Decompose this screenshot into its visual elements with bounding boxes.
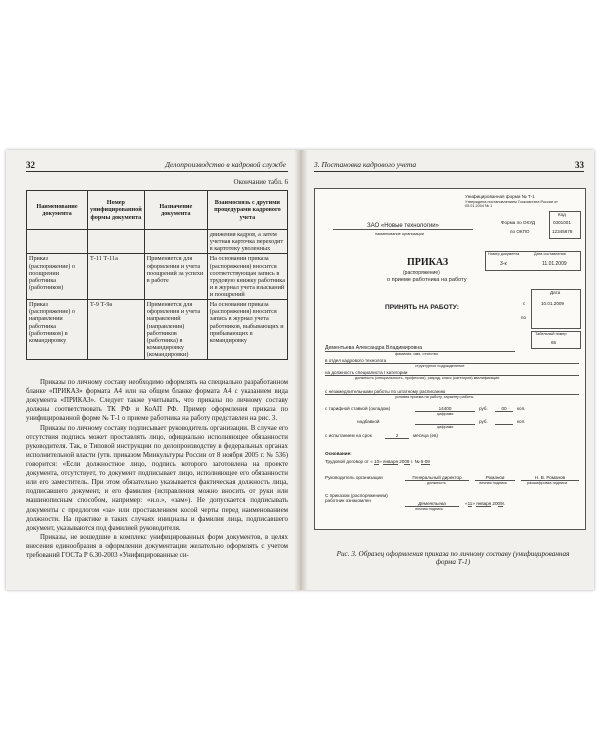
table-row: [27, 300, 288, 360]
bonus-label: надбавкой: [357, 419, 380, 424]
contract-line: Трудовой договор от « 10» января 2009 г. № 6-09: [325, 459, 430, 464]
header-rule: [26, 171, 288, 172]
paragraph: Приказы, не вошедшие в комплекс унифицированных форм документов, в целях внесения единообразия в оформлении документации желательно оформлять с учетом требований ГОСТа Р 6.30-2003 «Унифицированные си-: [26, 533, 288, 560]
right-page-number: 33: [575, 160, 584, 170]
employee-caption: фамилия, имя, отчество: [395, 352, 438, 356]
head-position-caption: должность: [427, 481, 446, 485]
dates-box: [531, 289, 581, 329]
table-cell: Т-9 Т-9а: [88, 300, 145, 360]
left-page-number: 32: [26, 160, 35, 170]
book-gutter: [294, 150, 308, 590]
table-cell: На основании приказа (распоряжения) вносится соответствующая запись в трудовую книжку работника и в журнал учета взысканий и поощрений: [207, 254, 287, 300]
table-cell: На основании приказа (распоряжения) вносится запись в журнал учета работников, выбывающих и прибывающих в командировку: [207, 300, 287, 360]
document-date: 11.01.2009: [542, 261, 567, 267]
column-header: Назначение документа: [144, 191, 207, 230]
probation-value: 2: [385, 433, 409, 439]
to-label: по: [521, 315, 527, 320]
table-cell: движения кадров, а затем учетная карточка переходит в картотеку уволенных: [207, 230, 287, 254]
worker-signature: Дементьева: [405, 501, 459, 507]
right-running-head: 3. Постановка кадрового учета: [314, 160, 417, 169]
department-caption: структурное подразделение: [415, 364, 465, 368]
document-number-label: Номер документа: [488, 252, 520, 256]
head-signature: Романов: [475, 475, 515, 481]
from-label: с: [523, 301, 526, 306]
tab-number: 65: [551, 340, 557, 345]
contract-year: 09: [404, 459, 410, 464]
salary-caption: цифрами: [437, 412, 454, 416]
head-label: Руководитель организации: [325, 475, 383, 480]
left-running-head: Делопроизводство в кадровой службе: [165, 160, 286, 169]
salary-label: с тарифной ставкой (окладом): [325, 406, 391, 411]
book-spread: [6, 150, 594, 590]
rub-label: руб.: [479, 406, 488, 411]
form-reference: Унифицированная форма № Т-1: [465, 194, 535, 199]
kop-label: коп.: [517, 406, 526, 411]
table-cell: Применяется для оформления и учета поощрений за успехи в работе: [144, 254, 207, 300]
document-date-label: Дата составления: [534, 252, 566, 256]
hire-heading: ПРИНЯТЬ НА РАБОТУ:: [385, 304, 459, 311]
head-position: Генеральный директор: [405, 475, 469, 481]
form-reference-note: Утверждена постановлением Госкомстата России от 05.01.2004 № 1: [465, 200, 558, 208]
salary-kop: 00: [495, 406, 513, 412]
probation-unit: месяца (ев): [413, 433, 439, 438]
figure-caption: Рис. 3. Образец оформления приказа по личному составу (унифицированная форма Т-1): [336, 550, 570, 566]
contract-year-prefix: 20: [399, 459, 405, 464]
contract-number: 6-09: [420, 459, 430, 464]
contract-day: 10: [374, 459, 380, 464]
table-cell: [27, 230, 88, 254]
column-header: Взаимосвязь с другими процедурами кадрового учета: [207, 191, 287, 230]
table-cell: Т-11 Т-11а: [88, 254, 145, 300]
head-name: Н. В. Романов: [521, 475, 579, 481]
contract-month: января: [383, 459, 398, 464]
table-continuation: Окончание табл. 6: [233, 178, 288, 186]
organization-caption: наименование организации: [375, 232, 424, 236]
table-cell: [144, 230, 207, 254]
basis-label: Основание:: [325, 451, 352, 456]
order-title: ПРИКАЗ: [407, 257, 449, 268]
table-cell: Применяется для оформления и учета направлений (направления) работников (работника) в командировку (командировки): [144, 300, 207, 360]
okpo-code: 12345678: [552, 229, 573, 234]
ack-day: 11: [467, 501, 473, 506]
column-header: Наименование документа: [27, 191, 88, 230]
column-header: Номер унифицированной формы документа: [88, 191, 145, 230]
form-t1: [314, 188, 586, 530]
position: на должность специалиста I категории: [325, 370, 579, 376]
header-rule: [314, 171, 584, 172]
left-page: [6, 150, 294, 590]
table-cell: Приказ (распоряжение) о направлении работника (работников) в командировку: [27, 300, 88, 360]
position-caption: должность (специальность, профессия), разряд, класс (категория) квалификации: [355, 376, 500, 380]
code-label: Код: [558, 212, 566, 217]
ack-month: января: [476, 501, 492, 506]
bonus-kop-label: коп.: [517, 419, 526, 424]
salary-rub: 14400: [415, 406, 475, 412]
probation-label: с испытанием на срок: [325, 433, 372, 438]
organization-name: ЗАО «Новые технологии»: [333, 223, 473, 230]
okud-label: Форма по ОКУД: [501, 220, 536, 225]
table-cell: [88, 230, 145, 254]
ack-date-line: «11» января 2009г.: [465, 501, 506, 506]
bonus-kop-field: [495, 419, 513, 425]
contract-label: Трудовой договор от «: [325, 459, 373, 464]
order-subject: о приеме работника на работу: [387, 277, 467, 283]
head-name-caption: расшифровка подписи: [527, 481, 568, 485]
contract-number-label: г. №: [410, 459, 420, 464]
work-conditions: с незамедлительными работы по штатному расписанию: [325, 389, 579, 395]
head-signature-caption: личная подпись: [479, 481, 507, 485]
bonus-rub-label: руб.: [479, 419, 488, 424]
order-title-sub: (распоряжение): [403, 270, 440, 276]
conditions-caption: условия приема на работу, характер работы: [395, 395, 474, 399]
ack-year: 09: [497, 501, 503, 506]
acquainted-label: С приказом (распоряжением) работник ознакомлен: [325, 493, 388, 503]
worker-signature-caption: личная подпись: [415, 507, 443, 511]
from-date: 10.01.2009: [541, 301, 564, 306]
department: в отдел кадрового технолога: [325, 358, 579, 364]
table-row: [27, 230, 288, 254]
table-row: [27, 254, 288, 300]
bonus-caption: цифрами: [437, 425, 454, 429]
okud-code: 0301001: [553, 220, 571, 225]
paragraph: Приказы по личному составу необходимо оформлять на специально разработанном бланке «ПРИКАЗ» формата А4 или на общем бланке формата А4 с указанием вида документа «ПРИКАЗ». Следует также учитывать, что приказы по личному составу должны соответствовать ТК РФ и КоАП РФ. Пример оформления приказа по унифицированной форме № Т-1 о приеме работника на работу представлен на рис. 3.: [26, 379, 288, 423]
body-text: [26, 378, 288, 560]
document-number: 3-к: [500, 261, 507, 267]
date-label: Дата: [550, 290, 561, 295]
table-cell: Приказ (распоряжение) о поощрении работника (работников): [27, 254, 88, 300]
paragraph: Приказы по личному составу подписывает руководитель организации. В случае его отсутствия подпись может проставлять лицо, официально исполняющее обязанности руководителя. Так, в Типовой инструкции по делопроизводству в федеральных органах исполнительной власти (утв. приказом Минкультуры России от 8 ноября 2005 г. № 536) говорится: «Если должностное лицо, подпись которого заготовлена на проекте документа, отсутствует, то документ подписывает лицо, исполняющее его обязанности или его заместитель. При этом обязательно указывается фактическая должность лица, подписавшего документ, и его фамилия (исправления можно вносить от руки или машинописным способом, например: «и.о.», «зам»). Не допускается подписывать документы с предлогом «за» или проставлением косой черты перед наименованием должности. На практике в таких случаях инициалы и фамилия лица, подписавшего документ, указываются под фамилией руководителя.: [26, 424, 288, 532]
right-page: [308, 150, 594, 590]
employee-name: Дементьева Александра Владимировна: [325, 345, 515, 352]
tab-number-label: Табельный номер: [535, 332, 567, 336]
okpo-label: по ОКПО: [510, 229, 530, 234]
table: [26, 190, 288, 360]
